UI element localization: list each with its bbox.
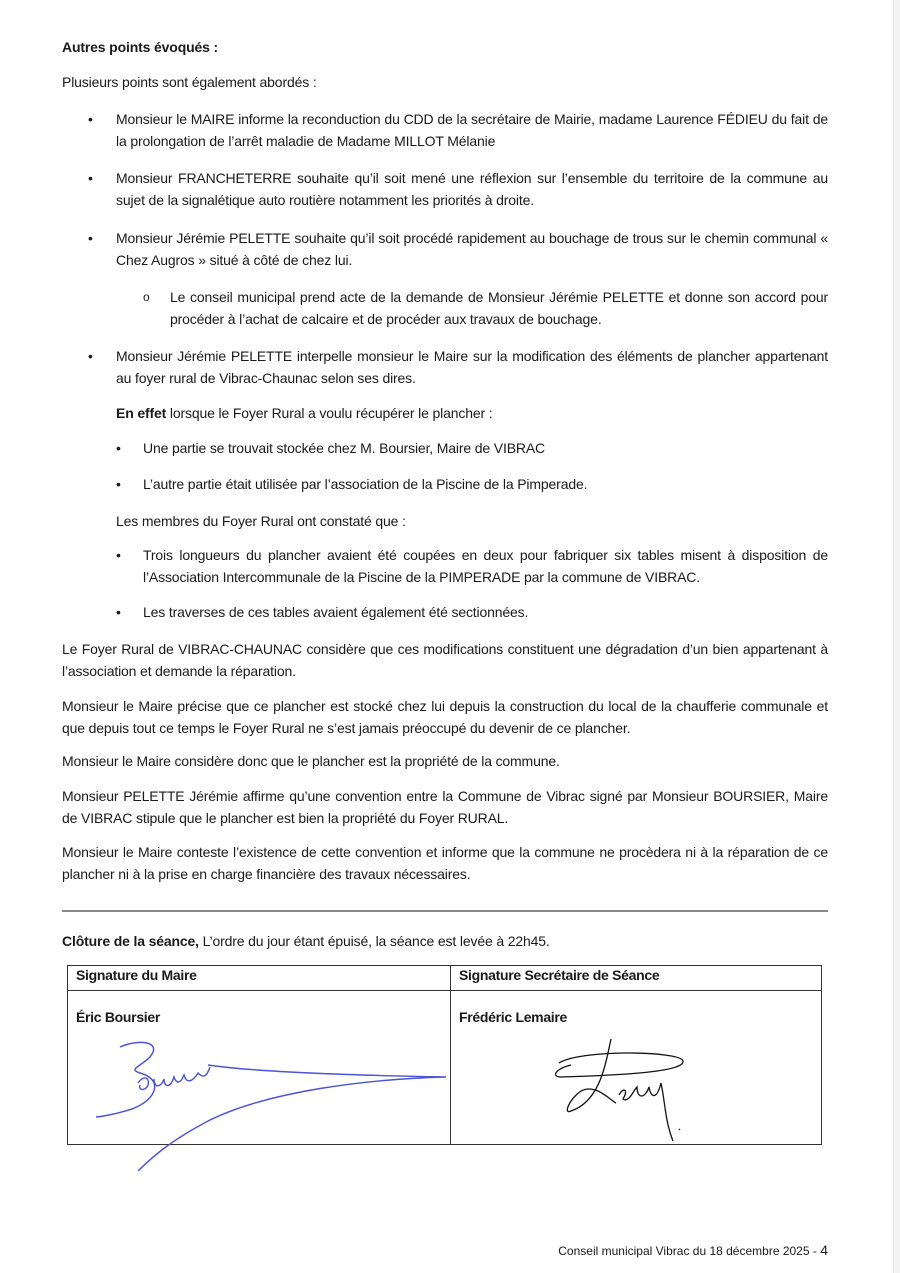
page-number: 4 <box>820 1242 828 1258</box>
scan-edge <box>893 0 900 1273</box>
bullet-icon: • <box>116 547 121 563</box>
membres-intro: Les membres du Foyer Rural ont constaté que : <box>116 513 406 529</box>
secretary-name: Frédéric Lemaire <box>459 1009 568 1026</box>
secretary-signature-header: Signature Secrétaire de Séance <box>451 966 822 991</box>
footer-text: Conseil municipal Vibrac du 18 décembre 2025 <box>558 1244 810 1258</box>
list-item: L’autre partie était utilisée par l’association de la Piscine de la Pimperade. <box>143 476 588 492</box>
divider <box>62 910 828 912</box>
bullet-icon: • <box>116 604 121 620</box>
en-effet-bold: En effet <box>116 405 167 421</box>
intro-text: Plusieurs points sont également abordés : <box>62 74 317 90</box>
paragraph: Le Foyer Rural de VIBRAC-CHAUNAC considère que ces modifications constituent une dégradation d’un bien appartenant à l’association et demande la réparation. <box>62 641 828 679</box>
bullet-icon: • <box>88 348 93 364</box>
signature-table <box>67 965 822 1145</box>
paragraph: Monsieur le Maire conteste l’existence de cette convention et informe que la commune ne procèdera ni à la réparation de ce plancher ni à la prise en charge financière des travaux nécessaires. <box>62 844 828 882</box>
list-item: Monsieur Jérémie PELETTE interpelle monsieur le Maire sur la modification des éléments de plancher appartenant au foyer rural de Vibrac-Chaunac selon ses dires. <box>116 348 828 386</box>
mayor-signature-cell <box>68 991 451 1145</box>
list-item: Les traverses de ces tables avaient également été sectionnées. <box>143 604 529 620</box>
footer-separator: - <box>809 1244 821 1258</box>
closing-bold: Clôture de la séance, <box>62 933 199 949</box>
mayor-name: Éric Boursier <box>76 1009 161 1026</box>
en-effet-rest: lorsque le Foyer Rural a voulu récupérer le plancher : <box>166 405 493 421</box>
mayor-signature-header: Signature du Maire <box>68 966 451 991</box>
bullet-icon: • <box>116 476 121 492</box>
closing-text <box>62 930 550 952</box>
closing-rest: L’ordre du jour étant épuisé, la séance est levée à 22h45. <box>198 933 550 949</box>
paragraph: Monsieur PELETTE Jérémie affirme qu’une convention entre la Commune de Vibrac signé par Monsieur BOURSIER, Maire de VIBRAC stipule que le plancher est bien la propriété du Foyer RURAL. <box>62 788 828 826</box>
paragraph: Monsieur le Maire considère donc que le plancher est la propriété de la commune. <box>62 753 560 769</box>
en-effet-text <box>116 402 493 424</box>
secretary-signature-cell <box>451 991 822 1145</box>
list-item: Trois longueurs du plancher avaient été coupées en deux pour fabriquer six tables misent à disposition de l’Association Intercommunale de la Piscine de la PIMPERADE par la commune de VIBRAC. <box>143 547 828 585</box>
list-item: Monsieur Jérémie PELETTE souhaite qu’il soit procédé rapidement au bouchage de trous sur le chemin communal « Chez Augros » situé à côté de chez lui. <box>116 230 828 268</box>
bullet-icon: • <box>88 230 93 246</box>
section-heading: Autres points évoqués : <box>62 39 219 55</box>
list-item: Monsieur le MAIRE informe la reconduction du CDD de la secrétaire de Mairie, madame Laurence FÉDIEU du fait de la prolongation de l’arrêt maladie de Madame MILLOT Mélanie <box>116 111 828 149</box>
bullet-icon: • <box>88 111 93 127</box>
mayor-signature-icon <box>68 991 458 1191</box>
list-item: Une partie se trouvait stockée chez M. Boursier, Maire de VIBRAC <box>143 440 546 456</box>
circle-bullet-icon: o <box>143 290 150 304</box>
sub-list-item: Le conseil municipal prend acte de la demande de Monsieur Jérémie PELETTE et donne son accord pour procéder à l’achat de calcaire et de procéder aux travaux de bouchage. <box>170 289 828 327</box>
paragraph: Monsieur le Maire précise que ce plancher est stocké chez lui depuis la construction du local de la chaufferie communale et que depuis tout ce temps le Foyer Rural ne s’est jamais préoccupé du devenir de ce plancher. <box>62 698 828 736</box>
bullet-icon: • <box>116 440 121 456</box>
bullet-icon: • <box>88 170 93 186</box>
secretary-signature-icon <box>451 991 831 1151</box>
page-footer <box>558 1240 828 1261</box>
list-item: Monsieur FRANCHETERRE souhaite qu’il soit mené une réflexion sur l’ensemble du territoire de la commune au sujet de la signalétique auto routière notamment les priorités à droite. <box>116 170 828 208</box>
